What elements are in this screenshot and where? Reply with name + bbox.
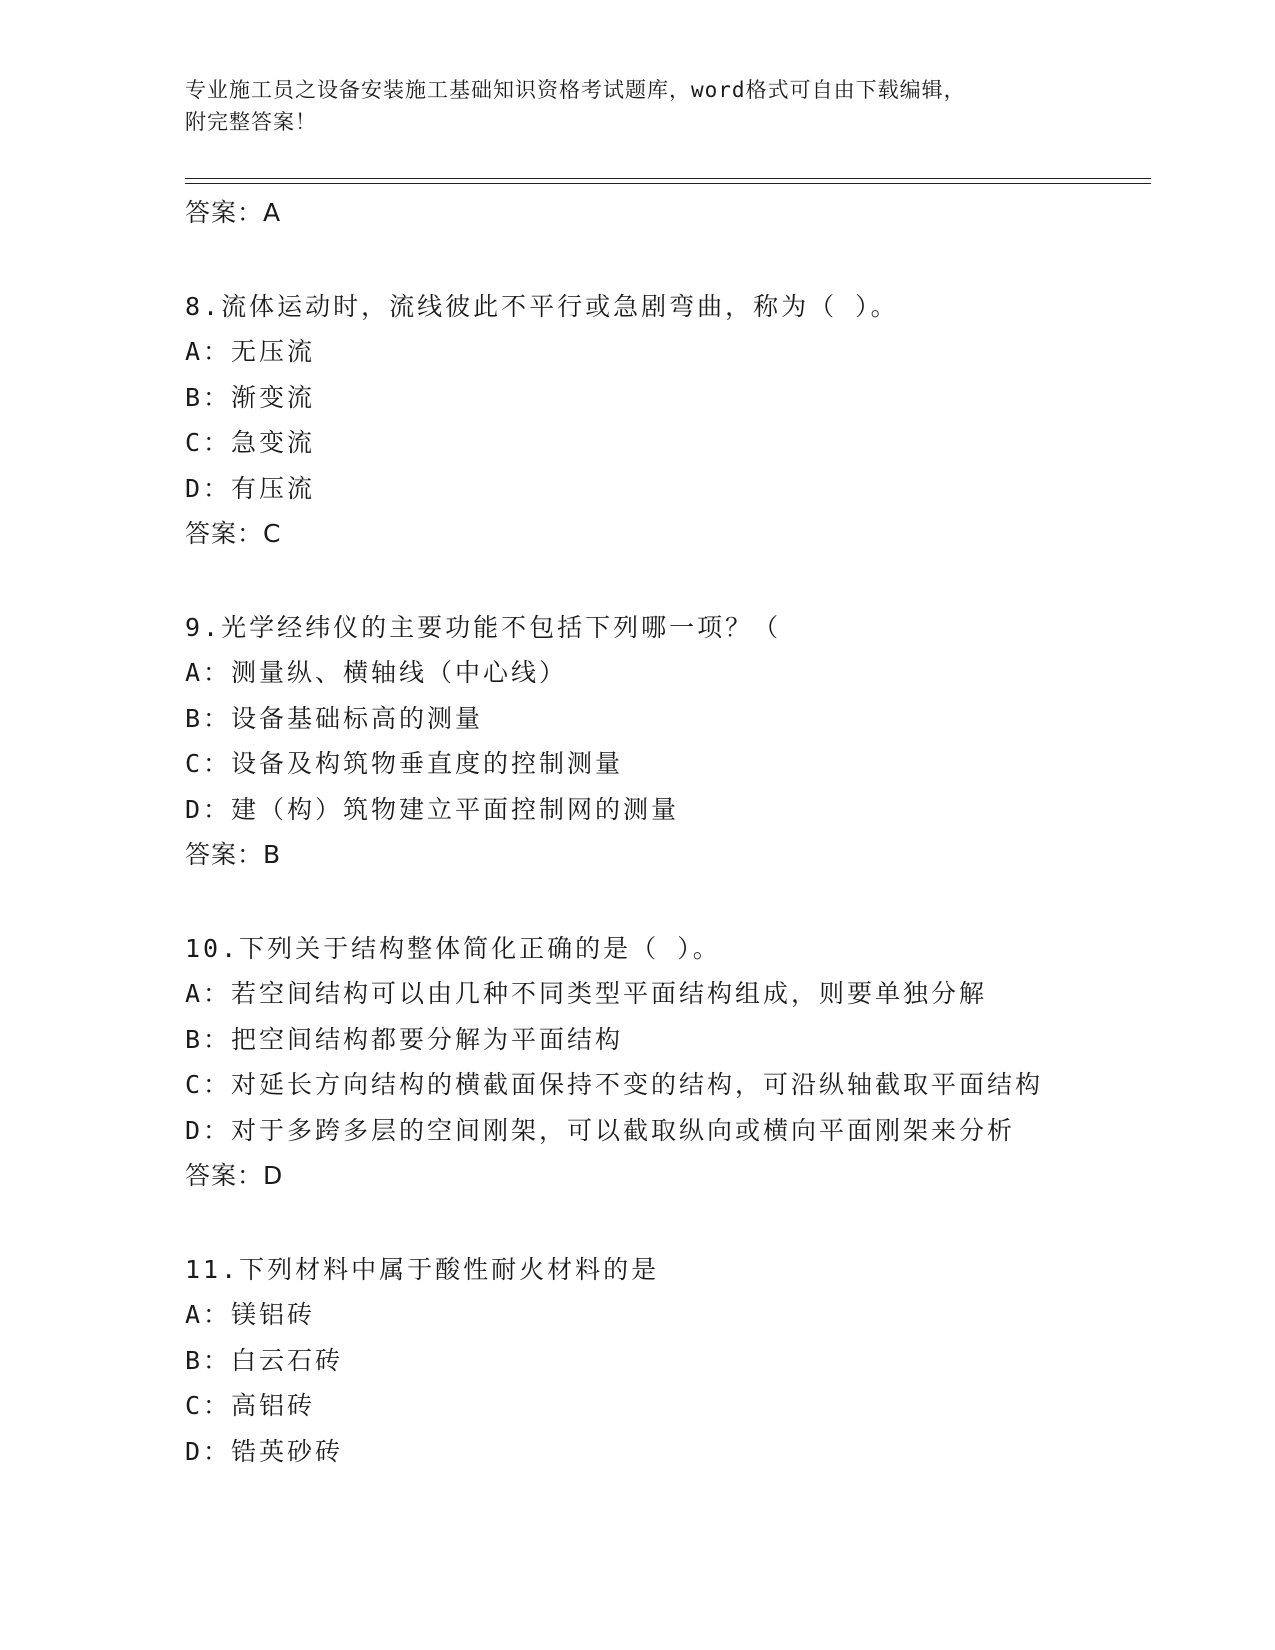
spacer [185,236,1185,284]
question-8 [185,284,1185,557]
option-c: C：高铝砖 [185,1391,316,1420]
header-line-2: 附完整答案！ [185,110,317,134]
option-c: C：对延长方向结构的横截面保持不变的结构，可沿纵轴截取平面结构 [185,1070,1044,1099]
option-a: A：镁铝砖 [185,1300,316,1329]
header-line-1: 专业施工员之设备安装施工基础知识资格考试题库，word格式可自由下载编辑， [185,78,966,102]
option-d: D：对于多跨多层的空间刚架，可以截取纵向或横向平面刚架来分析 [185,1115,1016,1145]
option-d: D：锆英砂砖 [185,1436,344,1466]
option-c: C：设备及构筑物垂直度的控制测量 [185,749,624,778]
question-stem: 9.光学经纬仪的主要功能不包括下列哪一项？（ [185,612,782,642]
option-b: B：渐变流 [185,382,316,412]
header-divider-bottom [185,183,1151,184]
answer-line: 答案：D [185,1161,284,1190]
document-header [185,74,1085,138]
question-list [185,190,1185,1474]
question-stem: 10.下列关于结构整体简化正确的是（ ）。 [185,933,721,963]
option-c: C：急变流 [185,428,316,457]
question-10 [185,926,1185,1199]
option-d: D：有压流 [185,473,316,503]
option-a: A：无压流 [185,337,316,366]
spacer [185,1199,1185,1247]
answer-line: 答案：B [185,840,282,869]
option-a: A：测量纵、横轴线（中心线） [185,658,568,687]
option-a: A：若空间结构可以由几种不同类型平面结构组成，则要单独分解 [185,979,988,1008]
answer-line: 答案：C [185,519,282,548]
question-stem: 8.流体运动时，流线彼此不平行或急剧弯曲，称为（ ）。 [185,291,899,321]
question-stem: 11.下列材料中属于酸性耐火材料的是 [185,1254,660,1284]
option-b: B：设备基础标高的测量 [185,703,484,733]
spacer [185,557,1185,605]
spacer [185,878,1185,926]
header-divider-top [185,178,1151,179]
question-9 [185,605,1185,878]
option-d: D：建（构）筑物建立平面控制网的测量 [185,794,680,824]
option-b: B：白云石砖 [185,1345,344,1375]
option-b: B：把空间结构都要分解为平面结构 [185,1024,624,1054]
question-11 [185,1247,1185,1475]
previous-answer: 答案：A [185,198,282,227]
